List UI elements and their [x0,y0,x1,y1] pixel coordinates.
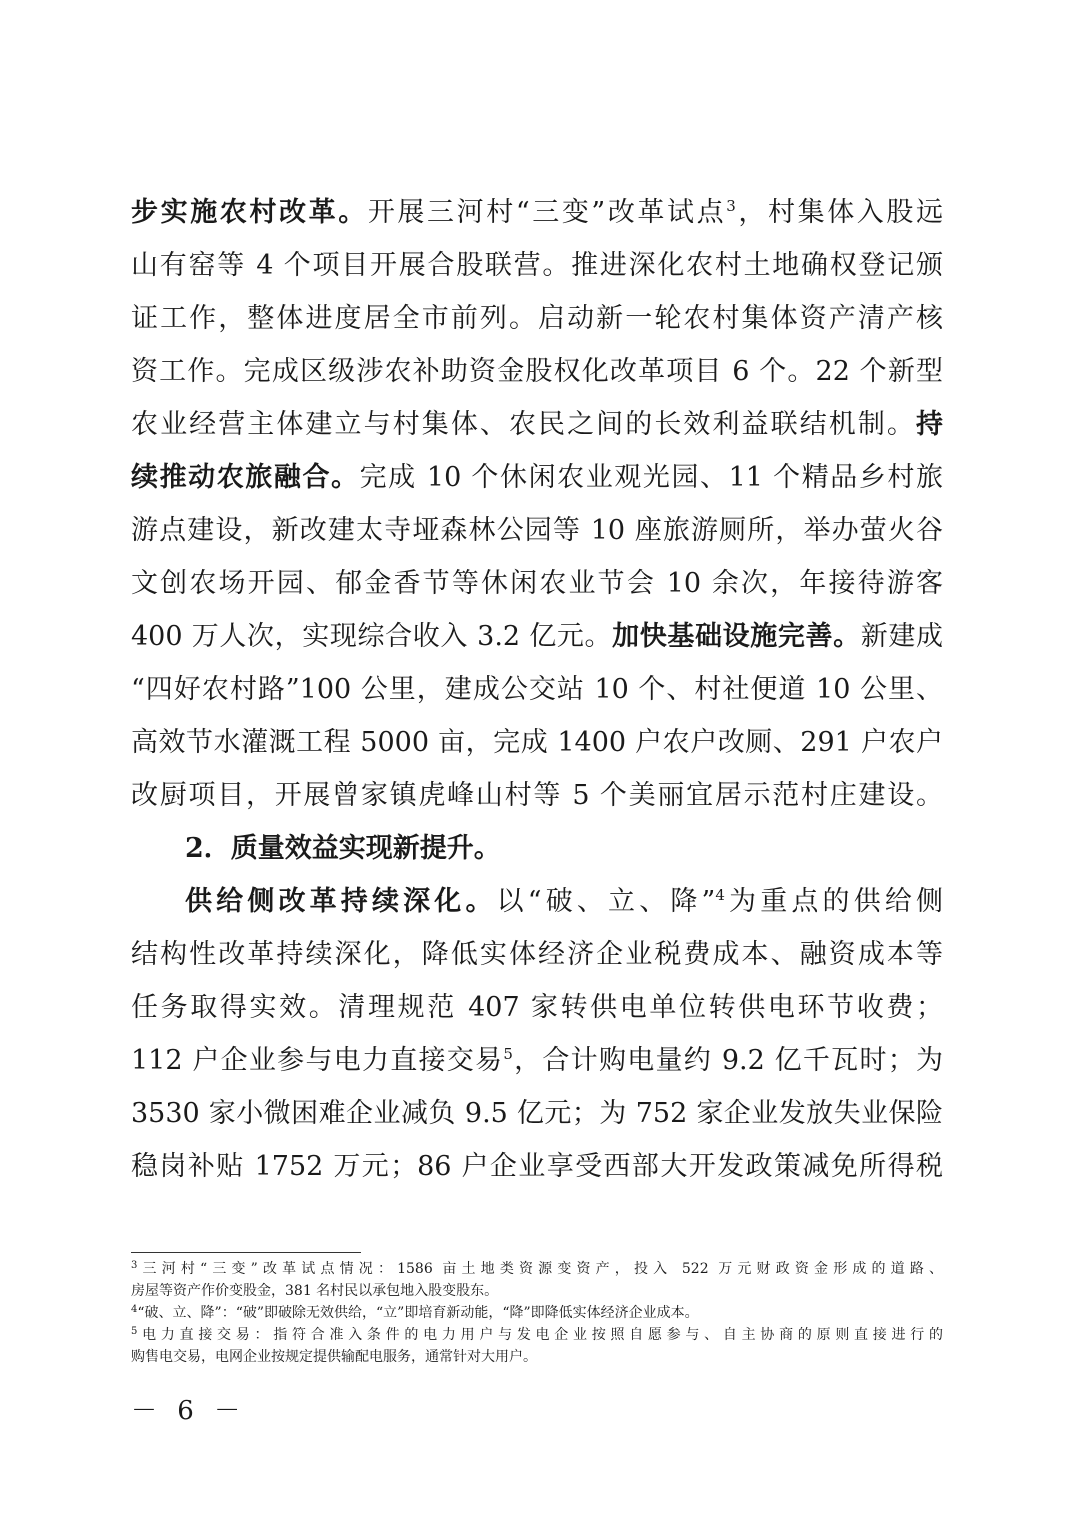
text-line: “四好农村路”100 公里，建成公交站 10 个、村社便道 10 公里、 [131,674,943,705]
footnote-4 [131,1302,943,1324]
footnote-ref-3[interactable]: 3 [726,197,736,215]
bold-phrase: 加快基础设施完善。 [612,621,861,652]
footnote-5 [131,1324,943,1346]
text-line: 结构性改革持续深化，降低实体经济企业税费成本、融资成本等 [131,939,943,970]
text-line [131,610,943,663]
footnote-5-cont: 购售电交易，电网企业按规定提供输配电服务，通常针对大用户。 [131,1349,537,1365]
text-line [131,1034,943,1087]
text-run: 新建成 [860,621,943,652]
text-line: 山有窑等 4 个项目开展合股联营。推进深化农村土地确权登记颁 [131,250,943,281]
footnote-3 [131,1258,943,1280]
text-line: 文创农场开园、郁金香节等休闲农业节会 10 余次，年接待游客 [131,568,943,599]
text-line: 稳岗补贴 1752 万元；86 户企业享受西部大开发政策减免所得税 [131,1151,943,1182]
footnote-ref-4[interactable]: 4 [715,886,725,904]
text-line: 3530 家小微困难企业减负 9.5 亿元；为 752 家企业发放失业保险 [131,1098,943,1129]
text-run: 以“破、立、降” [496,886,716,917]
text-line: 证工作，整体进度居全市前列。启动新一轮农村集体资产清产核 [131,303,943,334]
text-run: 农业经营主体建立与村集体、农民之间的长效利益联结机制。 [131,409,916,440]
footnote-ref-5[interactable]: 5 [503,1045,513,1063]
text-line: 任务取得实效。清理规范 407 家转供电单位转供电环节收费； [131,992,943,1023]
text-run: 112 户企业参与电力直接交易 [131,1045,504,1076]
bold-phrase: 续推动农旅融合。 [131,462,360,493]
text-run: 为重点的供给侧 [724,886,944,917]
footnote-marker: 3 [131,1260,138,1271]
footnote-separator [131,1252,361,1253]
footnote-text: “破、立、降”：“破”即破除无效供给，“立”即培育新动能，“降”即降低实体经济企业成本。 [137,1305,699,1321]
footnote-text: 电力直接交易：指符合准入条件的电力用户与发电企业按照自愿参与、自主协商的原则直接进行的 [137,1327,943,1343]
text-line [131,398,943,451]
footnotes [131,1258,943,1368]
text-line [131,451,943,504]
footnote-3-cont: 房屋等资产作价变股金，381 名村民以承包地入股变股东。 [131,1283,499,1299]
footnote-marker: 5 [131,1326,138,1337]
bold-phrase: 步实施农村改革。 [131,197,368,228]
text-line [131,186,943,239]
text-line: 高效节水灌溉工程 5000 亩，完成 1400 户农户改厕、291 户农户 [131,727,943,758]
text-run: ，村集体入股远 [735,197,944,228]
bold-phrase: 供给侧改革持续深化。 [185,886,497,917]
footnote-marker: 4 [131,1304,138,1315]
section-heading: 2．质量效益实现新提升。 [185,833,501,864]
text-run: ，合计购电量约 9.2 亿千瓦时；为 [512,1045,943,1076]
text-run: 开展三河村“三变”改革试点 [367,197,727,228]
text-line: 游点建设，新改建太寺垭森林公园等 10 座旅游厕所，举办萤火谷 [131,515,943,546]
page-number: － 6 － [131,1396,247,1426]
text-run: 400 万人次，实现综合收入 3.2 亿元。 [131,621,613,652]
footnote-text: 三河村“三变”改革试点情况：1586 亩土地类资源变资产，投入 522 万元财政资金形成的道路、 [137,1261,943,1277]
text-line: 资工作。完成区级涉农补助资金股权化改革项目 6 个。22 个新型 [131,356,943,387]
body-text [131,186,943,1193]
bold-phrase: 持 [916,409,943,440]
text-line: 改厨项目，开展曾家镇虎峰山村等 5 个美丽宜居示范村庄建设。 [131,780,943,811]
text-line [131,875,943,928]
text-run: 完成 10 个休闲农业观光园、11 个精品乡村旅 [359,462,943,493]
